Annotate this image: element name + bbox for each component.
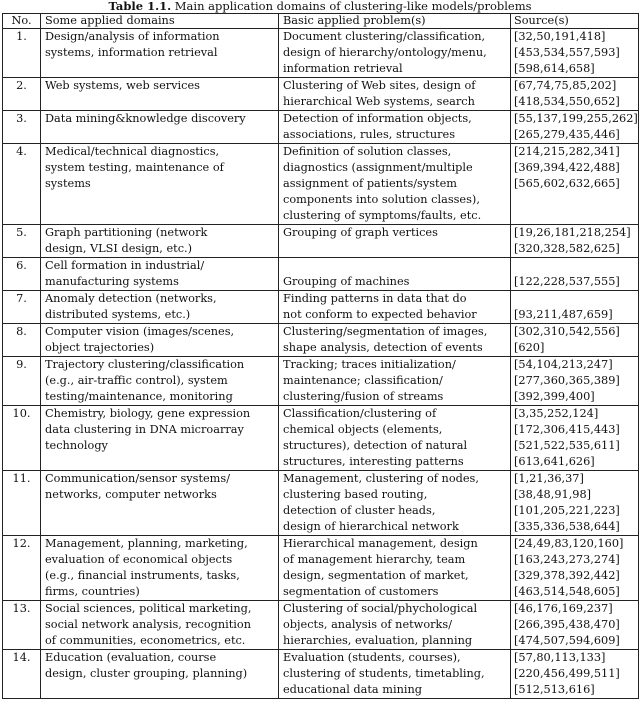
source-line <box>514 258 634 274</box>
source-line: [122,228,537,555] <box>514 275 620 288</box>
applied-domain-cell <box>41 111 279 144</box>
applied-problem-cell <box>279 29 511 78</box>
header-source: Source(s) <box>511 14 639 29</box>
applied-domain-line: Management, planning, marketing, <box>45 537 248 550</box>
applied-domain-cell <box>41 406 279 471</box>
row-number: 2. <box>3 78 41 111</box>
applied-domain-line: technology <box>45 439 108 452</box>
source-cell <box>511 536 639 601</box>
applied-domain-cell <box>41 650 279 699</box>
row-number: 7. <box>3 291 41 324</box>
applied-problem-line: detection of cluster heads, <box>283 504 436 517</box>
source-line: [57,80,113,133] <box>514 651 606 664</box>
table-caption-label: Table 1.1. <box>108 0 172 13</box>
row-number: 1. <box>3 29 41 78</box>
applied-domain-line: manufacturing systems <box>45 275 179 288</box>
table-row <box>3 406 639 471</box>
applied-problem-line: clustering of students, timetabling, <box>283 667 485 680</box>
table-caption <box>0 0 640 13</box>
applied-domain-line: Design/analysis of information <box>45 30 220 43</box>
source-line: [3,35,252,124] <box>514 407 599 420</box>
applied-problem-line: hierarchical Web systems, search <box>283 95 475 108</box>
table-row <box>3 357 639 406</box>
source-line: [1,21,36,37] <box>514 472 584 485</box>
applied-problem-cell <box>279 144 511 225</box>
source-cell <box>511 78 639 111</box>
applied-problem-line: maintenance; classification/ <box>283 374 443 387</box>
applied-problem-line: Document clustering/classification, <box>283 30 486 43</box>
applied-problem-cell <box>279 78 511 111</box>
source-cell <box>511 29 639 78</box>
source-line: [163,243,273,274] <box>514 553 620 566</box>
source-line: [620] <box>514 341 545 354</box>
applied-problem-line: Evaluation (students, courses), <box>283 651 461 664</box>
applied-problem-cell <box>279 601 511 650</box>
table-row <box>3 471 639 536</box>
row-number: 9. <box>3 357 41 406</box>
source-line: [46,176,169,237] <box>514 602 613 615</box>
applied-problem-line: hierarchies, evaluation, planning <box>283 634 473 647</box>
table-row <box>3 324 639 357</box>
applied-domain-line: Medical/technical diagnostics, <box>45 145 220 158</box>
applied-problem-line: Clustering/segmentation of images, <box>283 325 488 338</box>
applied-problem-line: not conform to expected behavior <box>283 308 477 321</box>
applied-domain-cell <box>41 357 279 406</box>
source-cell <box>511 406 639 471</box>
applied-domain-line: Education (evaluation, course <box>45 651 217 664</box>
source-line: [24,49,83,120,160] <box>514 537 624 550</box>
applied-problem-cell <box>279 650 511 699</box>
applied-domain-line: Anomaly detection (networks, <box>45 292 217 305</box>
applied-problem-cell <box>279 291 511 324</box>
row-number: 4. <box>3 144 41 225</box>
applied-domain-line: of communities, econometrics, etc. <box>45 634 246 647</box>
applied-domain-cell <box>41 225 279 258</box>
applied-domain-line: design, VLSI design, etc.) <box>45 242 193 255</box>
applied-problem-line: diagnostics (assignment/multiple <box>283 161 473 174</box>
applied-problem-line: Tracking; traces initialization/ <box>283 358 456 371</box>
applied-problem-line: chemical objects (elements, <box>283 423 443 436</box>
applied-problem-line: of management hierarchy, team <box>283 553 466 566</box>
applied-problem-line: Classification/clustering of <box>283 407 437 420</box>
source-cell <box>511 225 639 258</box>
row-number: 11. <box>3 471 41 536</box>
applied-problem-line: associations, rules, structures <box>283 128 456 141</box>
applied-domain-cell <box>41 601 279 650</box>
applied-domain-line: Social sciences, political marketing, <box>45 602 252 615</box>
applied-problem-cell <box>279 111 511 144</box>
applied-domain-line: distributed systems, etc.) <box>45 308 191 321</box>
applied-domain-line: Communication/sensor systems/ <box>45 472 230 485</box>
applied-problem-line: information retrieval <box>283 62 403 75</box>
table-caption-text: Main application domains of clustering-like models/problems <box>174 0 532 13</box>
applied-domain-line: networks, computer networks <box>45 488 217 501</box>
applied-problem-cell <box>279 225 511 258</box>
applied-domain-cell <box>41 291 279 324</box>
applied-domain-line: Computer vision (images/scenes, <box>45 325 235 338</box>
source-line: [453,534,557,593] <box>514 46 620 59</box>
applied-problem-line: objects, analysis of networks/ <box>283 618 453 631</box>
applied-domain-line: object trajectories) <box>45 341 155 354</box>
source-line: [598,614,658] <box>514 62 595 75</box>
source-line: [369,394,422,488] <box>514 161 620 174</box>
applied-domain-line: Graph partitioning (network <box>45 226 208 239</box>
source-line: [93,211,487,659] <box>514 308 613 321</box>
table-row <box>3 601 639 650</box>
applied-domain-line: Trajectory clustering/classification <box>45 358 245 371</box>
applied-problem-line: clustering of symptoms/faults, etc. <box>283 209 482 222</box>
table-row <box>3 291 639 324</box>
applied-domain-line: system testing, maintenance of <box>45 161 224 174</box>
row-number: 14. <box>3 650 41 699</box>
applied-problem-cell <box>279 324 511 357</box>
table-row <box>3 650 639 699</box>
applied-domain-line: data clustering in DNA microarray <box>45 423 244 436</box>
applied-problem-line: Hierarchical management, design <box>283 537 478 550</box>
source-line: [521,522,535,611] <box>514 439 620 452</box>
row-number: 5. <box>3 225 41 258</box>
table-row <box>3 536 639 601</box>
applied-domain-line: Cell formation in industrial/ <box>45 259 205 272</box>
header-problems: Basic applied problem(s) <box>279 14 511 29</box>
header-domains: Some applied domains <box>41 14 279 29</box>
applied-problem-line: segmentation of customers <box>283 585 439 598</box>
applied-problem-line <box>283 258 506 274</box>
header-no: No. <box>3 14 41 29</box>
table-row <box>3 78 639 111</box>
applied-problem-line: design of hierarchy/ontology/menu, <box>283 46 487 59</box>
row-number: 8. <box>3 324 41 357</box>
source-line: [512,513,616] <box>514 683 595 696</box>
applied-domain-cell <box>41 471 279 536</box>
source-cell <box>511 144 639 225</box>
applied-domain-cell <box>41 78 279 111</box>
source-line: [474,507,594,609] <box>514 634 620 647</box>
source-cell <box>511 650 639 699</box>
applied-domain-line: systems, information retrieval <box>45 46 218 59</box>
applied-domain-line: Chemistry, biology, gene expression <box>45 407 251 420</box>
source-cell <box>511 471 639 536</box>
source-cell <box>511 357 639 406</box>
applied-domain-cell <box>41 324 279 357</box>
source-line: [54,104,213,247] <box>514 358 613 371</box>
applied-problem-cell <box>279 258 511 291</box>
applied-problem-line: Finding patterns in data that do <box>283 292 467 305</box>
applied-problem-line: shape analysis, detection of events <box>283 341 483 354</box>
applied-problem-line: components into solution classes), <box>283 193 480 206</box>
source-line: [101,205,221,223] <box>514 504 620 517</box>
source-line: [266,395,438,470] <box>514 618 620 631</box>
source-cell <box>511 111 639 144</box>
source-line: [335,336,538,644] <box>514 520 620 533</box>
applied-problem-line: design, segmentation of market, <box>283 569 469 582</box>
applied-problem-cell <box>279 536 511 601</box>
applied-problem-cell <box>279 471 511 536</box>
applied-domain-line: Web systems, web services <box>45 79 200 92</box>
applied-problem-line: design of hierarchical network <box>283 520 459 533</box>
source-line <box>514 291 634 307</box>
row-number: 12. <box>3 536 41 601</box>
applied-problem-cell <box>279 357 511 406</box>
applied-problem-line: Grouping of machines <box>283 275 410 288</box>
applied-domain-line: testing/maintenance, monitoring <box>45 390 233 403</box>
applied-domain-line: Data mining&knowledge discovery <box>45 112 246 125</box>
source-line: [565,602,632,665] <box>514 177 620 190</box>
table-row <box>3 111 639 144</box>
applied-problem-line: Definition of solution classes, <box>283 145 452 158</box>
source-line: [172,306,415,443] <box>514 423 620 436</box>
applied-domain-line: social network analysis, recognition <box>45 618 251 631</box>
applied-domain-line: evaluation of economical objects <box>45 553 233 566</box>
applied-domain-line: systems <box>45 177 91 190</box>
applications-table <box>2 13 639 699</box>
applied-problem-line: Grouping of graph vertices <box>283 226 438 239</box>
applied-problem-line: Detection of information objects, <box>283 112 472 125</box>
source-line: [277,360,365,389] <box>514 374 620 387</box>
applied-problem-line: Management, clustering of nodes, <box>283 472 479 485</box>
source-line: [613,641,626] <box>514 455 595 468</box>
source-cell <box>511 324 639 357</box>
table-row <box>3 29 639 78</box>
source-line: [32,50,191,418] <box>514 30 606 43</box>
applied-problem-cell <box>279 406 511 471</box>
table-body <box>3 29 639 699</box>
applied-domain-line: firms, countries) <box>45 585 140 598</box>
table-row <box>3 225 639 258</box>
applied-domain-line: (e.g., air-traffic control), system <box>45 374 228 387</box>
applied-domain-cell <box>41 536 279 601</box>
row-number: 6. <box>3 258 41 291</box>
source-line: [320,328,582,625] <box>514 242 620 255</box>
applied-problem-line: structures), detection of natural <box>283 439 468 452</box>
applied-problem-line: assignment of patients/system <box>283 177 457 190</box>
source-line: [220,456,499,511] <box>514 667 620 680</box>
source-cell <box>511 291 639 324</box>
row-number: 13. <box>3 601 41 650</box>
source-cell <box>511 258 639 291</box>
applied-problem-line: structures, interesting patterns <box>283 455 464 468</box>
applied-domain-cell <box>41 258 279 291</box>
row-number: 10. <box>3 406 41 471</box>
applied-problem-line: Clustering of Web sites, design of <box>283 79 476 92</box>
row-number: 3. <box>3 111 41 144</box>
source-line: [392,399,400] <box>514 390 595 403</box>
source-line: [38,48,91,98] <box>514 488 592 501</box>
table-header-row <box>3 14 639 29</box>
table-row <box>3 258 639 291</box>
source-line: [55,137,199,255,262] <box>514 112 638 125</box>
source-line: [19,26,181,218,254] <box>514 226 631 239</box>
source-line: [418,534,550,652] <box>514 95 620 108</box>
source-line: [265,279,435,446] <box>514 128 620 141</box>
source-line: [302,310,542,556] <box>514 325 620 338</box>
applied-domain-line: (e.g., financial instruments, tasks, <box>45 569 240 582</box>
table-row <box>3 144 639 225</box>
applied-problem-line: Clustering of social/phychological <box>283 602 478 615</box>
source-line: [214,215,282,341] <box>514 145 620 158</box>
applied-problem-line: educational data mining <box>283 683 422 696</box>
applied-domain-line: design, cluster grouping, planning) <box>45 667 248 680</box>
source-line: [463,514,548,605] <box>514 585 620 598</box>
applied-domain-cell <box>41 144 279 225</box>
source-cell <box>511 601 639 650</box>
applied-problem-line: clustering/fusion of streams <box>283 390 444 403</box>
source-line: [329,378,392,442] <box>514 569 620 582</box>
applied-problem-line: clustering based routing, <box>283 488 428 501</box>
applied-domain-cell <box>41 29 279 78</box>
source-line: [67,74,75,85,202] <box>514 79 617 92</box>
